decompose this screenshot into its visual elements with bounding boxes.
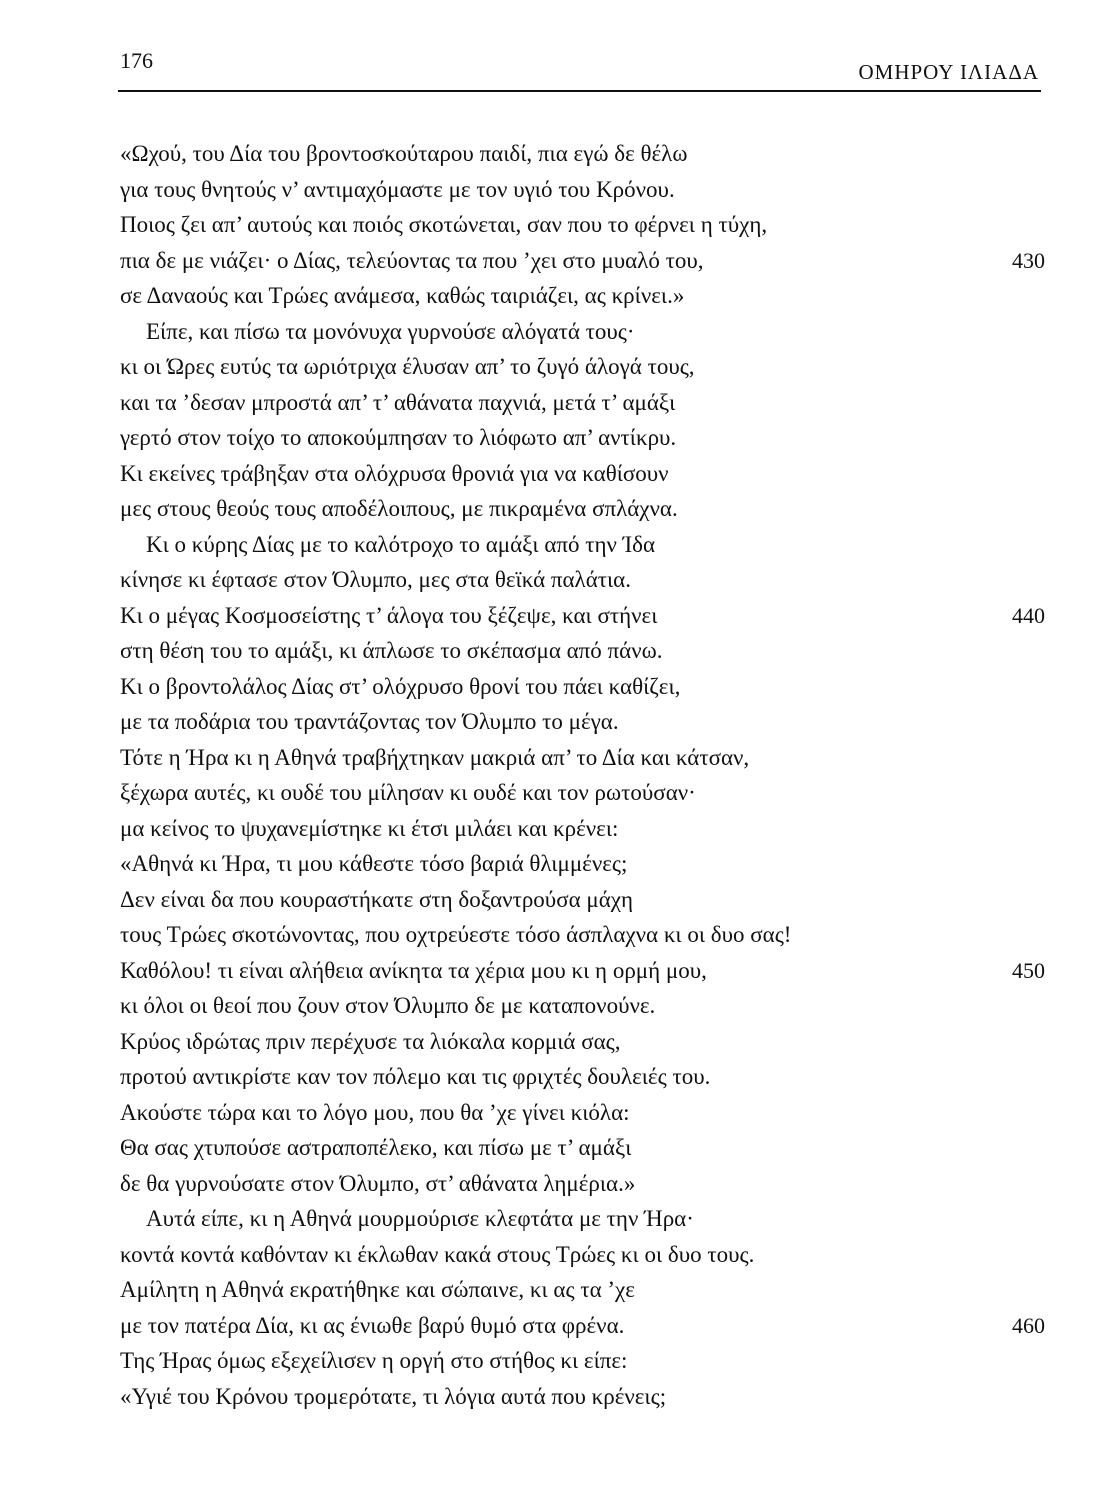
verse-line [120, 775, 1045, 811]
verse-text: Αυτά είπε, κι η Αθηνά μουρμούρισε κλεφτάτα με την Ήρα· [146, 1206, 694, 1231]
verse-line [120, 1130, 1045, 1166]
running-title: ΟΜΗΡΟΥ ΙΛΙΑΔΑ [858, 60, 1039, 84]
verse-text: για τους θνητούς ν’ αντιμαχόμαστε με τον υγιό του Κρόνου. [120, 176, 675, 202]
verse-text: Κι ο κύρης Δίας με το καλότροχο το αμάξι από την Ίδα [146, 531, 656, 557]
verse-line [120, 491, 1045, 527]
verse-text: Ποιος ζει απ’ αυτούς και ποιός σκοτώνεται, σαν που το φέρνει η τύχη, [120, 212, 768, 237]
verse-line [120, 953, 1045, 989]
verse-line [120, 349, 1045, 385]
verse-text: με τα ποδάρια του τραντάζοντας τον Όλυμπο το μέγα. [120, 709, 619, 734]
verse-text: κι οι Ώρες ευτύς τα ωριότριχα έλυσαν απ’ το ζυγό άλογά τους, [120, 354, 695, 379]
verse-line [120, 278, 1045, 314]
verse-text: κι όλοι οι θεοί που ζουν στον Όλυμπο δε με καταπονούνε. [120, 993, 656, 1018]
header-rule [118, 90, 1041, 92]
verse-line [120, 1308, 1045, 1344]
verse-line [120, 740, 1045, 776]
verse-line [120, 527, 1045, 563]
verse-text: και τα ’δεσαν μπροστά απ’ τ’ αθάνατα παχνιά, μετά τ’ αμάξι [120, 389, 676, 415]
verse-line [120, 207, 1045, 243]
verse-text: Ακούστε τώρα και το λόγο μου, που θα ’χε γίνει κιόλα: [120, 1099, 630, 1125]
verse-line [120, 420, 1045, 456]
verse-line [120, 846, 1045, 882]
verse-text: δε θα γυρνούσατε στον Όλυμπο, στ’ αθάνατα λημέρια.» [120, 1170, 636, 1196]
verse-text: Καθόλου! τι είναι αλήθεια ανίκητα τα χέρια μου κι η ορμή μου, [120, 957, 707, 983]
verse-text: Κι ο βροντολάλος Δίας στ’ ολόχρυσο θρονί του πάει καθίζει, [120, 673, 681, 699]
verse-line [120, 988, 1045, 1024]
verse-text: «Ωχού, του Δία του βροντοσκούταρου παιδί, πια εγώ δε θέλω [120, 141, 688, 166]
verse-text: Κρύος ιδρώτας πριν περέχυσε τα λιόκαλα κορμιά σας, [120, 1028, 621, 1054]
verse-text: τους Τρώες σκοτώνοντας, που οχτρεύεστε τόσο άσπλαχνα κι οι δυο σας! [120, 922, 792, 947]
verse-text: με τον πατέρα Δία, κι ας ένιωθε βαρύ θυμό στα φρένα. [120, 1312, 625, 1338]
verse-line [120, 917, 1045, 953]
verse-text: μες στους θεούς τους αποδέλοιπους, με πικραμένα σπλάχνα. [120, 496, 678, 521]
verse-line [120, 1201, 1045, 1237]
verse-line [120, 882, 1045, 918]
verse-text: Της Ήρας όμως εξεχείλισεν η οργή στο στήθος κι είπε: [120, 1348, 628, 1373]
verse-line [120, 314, 1045, 350]
verse-line [120, 1095, 1045, 1131]
verse-text: κοντά κοντά καθόνταν κι έκλωθαν κακά στους Τρώες κι οι δυο τους. [120, 1241, 755, 1267]
verse-text: Δεν είναι δα που κουραστήκατε στη δοξαντρούσα μάχη [120, 886, 634, 912]
verse-line [120, 172, 1045, 208]
verse-line [120, 1343, 1045, 1379]
verse-text: μα κείνος το ψυχανεμίστηκε κι έτσι μιλάει και κρένει: [120, 815, 619, 841]
verse-text: κίνησε κι έφτασε στον Όλυμπο, μες στα θεϊκά παλάτια. [120, 567, 631, 592]
verse-text: Είπε, και πίσω τα μονόνυχα γυρνούσε αλόγατά τους· [146, 318, 635, 344]
verse-text: «Υγιέ του Κρόνου τρομερότατε, τι λόγια αυτά που κρένεις; [120, 1383, 667, 1409]
line-number: 430 [1012, 247, 1045, 273]
verse-text: Αμίλητη η Αθηνά εκρατήθηκε και σώπαινε, κι ας τα ’χε [120, 1277, 635, 1302]
verse-text: Κι ο μέγας Κοσμοσείστης τ’ άλογα του ξέζεψε, και στήνει [120, 602, 658, 628]
line-number: 460 [1012, 1312, 1045, 1338]
verse-text: στη θέση του το αμάξι, κι άπλωσε το σκέπασμα από πάνω. [120, 638, 663, 663]
verse-line [120, 1272, 1045, 1308]
verse-line [120, 1059, 1045, 1095]
verse-line [120, 704, 1045, 740]
verse-line [120, 1166, 1045, 1202]
verse-text: πια δε με νιάζει· ο Δίας, τελεύοντας τα που ’χει στο μυαλό του, [120, 247, 704, 273]
verse-text: ξέχωρα αυτές, κι ουδέ του μίλησαν κι ουδέ και τον ρωτούσαν· [120, 780, 696, 805]
verse-line [120, 1379, 1045, 1415]
verse-text: σε Δαναούς και Τρώες ανάμεσα, καθώς ταιριάζει, ας κρίνει.» [120, 283, 685, 308]
verse-text: προτού αντικρίστε καν τον πόλεμο και τις φριχτές δουλειές του. [120, 1064, 711, 1089]
verse-line [120, 562, 1045, 598]
verse-line [120, 243, 1045, 279]
verse-line [120, 633, 1045, 669]
page-number: 176 [120, 48, 153, 73]
verse-text: Κι εκείνες τράβηξαν στα ολόχρυσα θρονιά για να καθίσουν [120, 460, 669, 486]
verse-text: Θα σας χτυπούσε αστραποπέλεκο, και πίσω με τ’ αμάξι [120, 1135, 632, 1160]
verse-line [120, 811, 1045, 847]
verse-line [120, 1237, 1045, 1273]
poem-body [120, 136, 1045, 1414]
verse-text: γερτό στον τοίχο το αποκούμπησαν το λιόφωτο απ’ αντίκρυ. [120, 425, 677, 450]
verse-line [120, 456, 1045, 492]
line-number: 440 [1012, 602, 1045, 628]
verse-line [120, 598, 1045, 634]
verse-text: «Αθηνά κι Ήρα, τι μου κάθεστε τόσο βαριά θλιμμένες; [120, 851, 628, 876]
verse-text: Τότε η Ήρα κι η Αθηνά τραβήχτηκαν μακριά απ’ το Δία και κάτσαν, [120, 744, 750, 770]
verse-line [120, 385, 1045, 421]
line-number: 450 [1012, 957, 1045, 983]
verse-line [120, 1024, 1045, 1060]
verse-line [120, 669, 1045, 705]
verse-line [120, 136, 1045, 172]
